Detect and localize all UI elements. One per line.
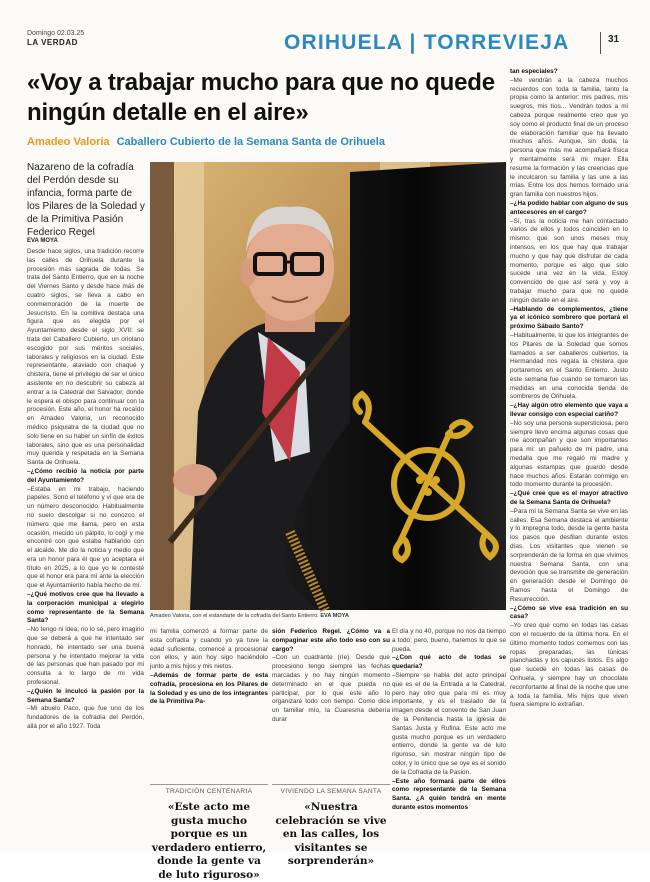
pull-quote-text: «Este acto me gusta mucho porque es un verdadero entierro, donde la gente va de luto riguroso» [151,801,267,881]
newspaper-name: LA VERDAD [27,38,78,47]
photo-caption [150,613,349,619]
interview-paragraph: –Me vendrán a la cabeza muchos recuerdos con toda la familia, tanto la propia como la anterior: mis padres, mis suegros, mis tíos... Vendrán todos a mi cabeza porque realmente creo que yo soy como el producto final de un proceso de elaboración familiar que ha llevado muchos años. Aunque, sin duda, la persona que más me acompañará física y mentalmente será mi mujer. Ella resume la formación y las creencias que le inculcaron su familia y las une a las mías. Entre los dos hemos formado una gran familia con nuestros hijos. [510,76,628,199]
interview-question: –¿Qué cree que es el mayor atractivo de la Semana Santa de Orihuela? [510,490,628,507]
intro-summary: Nazareno de la cofradía del Perdón desde su infancia, forma parte de los Pilares de la Soledad y de la Primitiva Pasión Federico Regel [27,162,145,238]
pull-quote-label: TRADICIÓN CENTENARIA [165,788,253,795]
interview-paragraph: –Yo creo que como en todas las casas con el recuerdo de la última hora. En el último momento todos comemos con las ropas preparadas, las túnicas planchadas y los capuces listos. Es algo que sucede en todas las casas de Orihuela, y siempre hay un chocolate reconfortante al final de la noche que une a toda la familia. Mis hijos que viven fuera siempre lo extrañan. [510,622,628,709]
interview-paragraph: –Con un cuadrante (ríe). Desde que procesiono tengo siempre las fechas marcadas y no hay ningún momento determinado en el que pueda no participar, por lo que este año lo organizaré todo con tiempo. Como dice un familiar mío, la Cuaresma debería durar [272,654,390,723]
interview-paragraph: –Sí, tras la noticia me han contactado varios de ellos y todos coinciden en lo mismo: que son unos meses muy intensos, en los que hay que trabajar mucho y que hay que disfrutar de cada momento, porque es algo que solo sucede una vez en la vida. Estoy convencido de que así será y voy a trabajar mucho para que no quede ningún detalle en el aire. [510,217,628,304]
body-column-2 [150,628,268,810]
interview-question: –¿Cómo recibió la noticia por parte del Ayuntamiento? [27,467,144,484]
interview-question: –¿Hay algún otro elemento que vaya a llevar consigo con especial cariño? [510,402,628,419]
pull-quote [272,788,390,869]
interview-paragraph: Desde hace siglos, una tradición recorre las calles de Orihuela durante la procesión más sagrada de todas. Se trata del Santo Entierro, que en la noche del Viernes Santo y desde hace más de cuatro siglos, se lleva a cabo en conmemoración de la muerte de Jesucristo. En la comitiva destaca una figura que es elegida por el Ayuntamiento desde el siglo XVII: se trata del Caballero Cubierto, un oriolano escogido por sus méritos sociales, laborales y religiosos en la ciudad. Este representante, ataviado con chaqué y chistera, tiene el privilegio de ser el único asistente en no descubrir su cabeza al entrar a la Catedral del Salvador, donde le espera el obispo para continuar con la procesión. Este año, el honor ha recaído en Amadeo Valoria, un reconocido médico psiquiatra de la ciudad que no solo tiene en su haber un sinfín de éxitos laborales, sino que es una personalidad muy querida y respetada en la Semana Santa de Orihuela. [27,248,144,467]
interview-paragraph: –Habitualmente, lo que los integrantes de los Pilares de la Soledad que somos llamados a ser caballeros cubiertos, la Hermandad nos regala la chistera que portaremos en el Santo Entierro. Justo este semana fue cuando se tomaron las medidas en una conocida tienda de sombreros de Orihuela. [510,331,628,401]
photo-illustration [150,162,506,610]
quote-rule [150,784,268,785]
subhead [27,136,385,148]
interview-paragraph: El día y no 40, porque no nos da tiempo a todo; pero, bueno, haremos lo que se pueda. [392,628,506,653]
interview-question: tan especiales? [510,68,558,75]
interview-paragraph: –Para mí la Semana Santa se vive en las calles. Esa Semana destaca el ambiente y lo impregna todo, desde la gente hasta los pasos que desfilan durante estos días. Los visitantes que vienen se sorprenderán de la forma en que vivimos nuestra Semana Santa, con una devoción que se transmite de generación en generación desde el Domingo de Ramos hasta el Domingo de Resurrección. [510,507,628,603]
interview-question: –Hablando de complementos, ¿tiene ya el icónico sombrero que portará el próximo Sábado Santo? [510,305,628,331]
portrait-photo [150,162,506,610]
header-divider [600,32,601,54]
interview-paragraph: –Mi abuelo Paco, que fue uno de los fundadores de la cofradía del Perdón, allá por el año 1927. Toda [27,705,144,731]
section-title: ORIHUELA | TORREVIEJA [284,31,570,54]
interview-question: –Además de formar parte de esta cofradía, procesiona en los Pilares de la Soledad y es uno de los integrantes de la Primitiva Pa- [150,671,268,706]
interview-question: sión Federico Regel. ¿Cómo va a compaginar este año todo eso con su cargo? [272,628,390,653]
interview-question: –¿Quién le inculcó la pasión por la Semana Santa? [27,687,144,704]
interview-question: –¿Qué motivos cree que ha llevado a la corporación municipal a elegirlo como representante de la Semana Santa? [27,591,144,625]
quote-rule [272,784,390,785]
pull-quote [150,788,268,882]
caption-credit: EVA MOYA [320,613,350,619]
body-column-4 [392,628,506,820]
byline: EVA MOYA [27,238,58,244]
interview-paragraph: –Estaba en mi trabajo, haciendo papeles. Sonó el teléfono y vi que era de un número desconocido. Habitualmente no suelo descolgar si no conozco el número que me llama, pero en esta ocasión, mecido un pálpito, lo cogí y me encontré con que estaba hablando con el alcalde. Me dio la noticia y medio que era un honor para él que yo aceptara el título en 2025, a lo que yo le contesté que el honor era para mí ante la elección que el Ayuntamiento había hecho de mí. [27,485,144,590]
interview-question: –Este año formará parte de ellos como representante de la Semana Santa. ¿A quién tendrá en mente durante estos momentos [392,777,506,811]
body-column-5 [510,68,628,820]
issue-date: Domingo 02.03.25 [27,30,85,37]
interviewee-role: Caballero Cubierto de la Semana Santa de Orihuela [116,136,385,148]
interview-question: –¿Cómo se vive esa tradición en su casa? [510,604,628,621]
body-column-1 [27,248,144,820]
interview-paragraph: –No tengo ni idea, no lo sé, pero imagino que se deberá a que he intentado ser honrado, he intentado ser una buena persona y he intentado mejorar la vida de las personas que han pasado por mi consulta a lo largo de mi vida profesional. [27,626,144,687]
interview-question: –¿Con qué acto de todas se quedaría? [392,654,506,671]
interview-question: –¿Ha podido hablar con alguno de sus antecesores en el cargo? [510,199,628,216]
interview-paragraph: –Siempre se habla del acto principal que es el de la Entrada a la Catedral, pero hay otro que para mí es muy importante, y es el traslado de la imagen desde el convento de San Juan de la Penitencia hasta la iglesia de Santas Justa y Rufina. Este acto me gusta mucho porque es un verdadero entierro, donde la gente va de luto riguroso, sin mostrar ningún tipo de color, y lo único que se oye es el sonido de la Cofradía de la Pasión. [392,671,506,776]
caption-text: Amadeo Valoria, con el estandarte de la cofradía del Santo Entierro. [150,613,319,619]
headline: «Voy a trabajar mucho para que no quede ningún detalle en el aire» [27,69,495,126]
pull-quote-text: «Nuestra celebración se vive en las calles, los visitantes se sorprenderán» [275,801,387,867]
interview-paragraph: –No soy una persona supersticiosa, pero siempre llevo encima algunas cosas que me acompañan y que son importantes para mí: un pañuelo de mi padre, una medalla que me regaló mi madre y algunas estampas que guardo desde hace muchos años. Estarán conmigo en todo momento durante la procesión. [510,419,628,489]
interview-paragraph: mi familia comenzó a formar parte de esta cofradía y cuando yo ya tuve la edad suficiente, comencé a procesionar con ellos, y aún hoy sigo haciéndolo junto a mis hijos y mis nietos. [150,628,268,671]
pull-quote-label: VIVIENDO LA SEMANA SANTA [280,788,382,795]
body-column-3 [272,628,390,788]
interviewee-name: Amadeo Valoria [27,136,110,148]
page-number: 31 [608,34,620,45]
